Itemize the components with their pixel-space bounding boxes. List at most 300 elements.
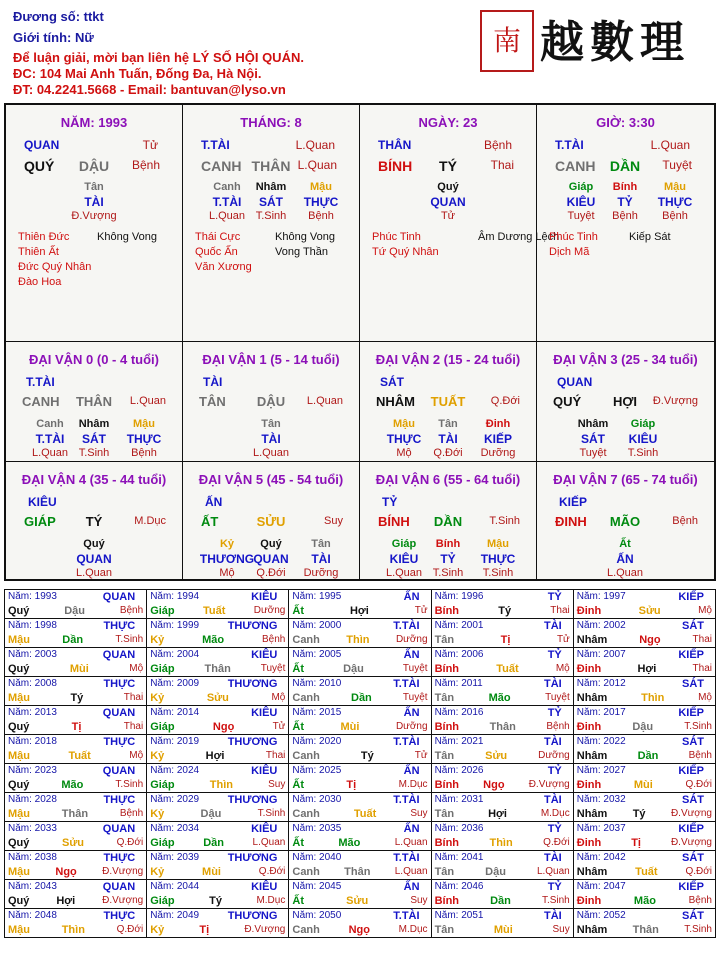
year-branch: Tị: [199, 924, 210, 936]
year-cell: [573, 764, 715, 793]
year-cell-top: [577, 822, 712, 836]
year-cell-bottom: [577, 894, 712, 908]
hidden-god: KIẾP: [483, 432, 513, 446]
hidden-stem: Giáp: [630, 418, 656, 430]
star-left: Thiên Ất: [18, 246, 59, 258]
year-stem: Quý: [8, 721, 30, 733]
year-cell-bottom: [435, 778, 570, 792]
year-cell-top: [292, 677, 427, 691]
pillar-stem: QUÝ: [24, 158, 55, 174]
star-left: Thái Cực: [195, 231, 241, 243]
year-cell: [5, 822, 147, 851]
year-cell: [573, 677, 715, 706]
year-cell-bottom: [577, 633, 712, 647]
year-branch: Dậu: [632, 721, 654, 733]
year-god: THỰC: [103, 620, 136, 632]
hidden-status: L.Quan: [75, 567, 113, 579]
year-status: Dưỡng: [253, 605, 286, 616]
year-cell: [431, 706, 573, 735]
year-status: Thai: [265, 750, 286, 761]
year-god: SÁT: [682, 910, 704, 922]
year-label: Năm: 2013: [8, 707, 57, 718]
year-cell-top: [8, 880, 143, 894]
dai-van-stem: TÂN: [199, 394, 226, 409]
star-left: Đức Quý Nhân: [18, 261, 92, 273]
year-god: TỶ: [547, 591, 562, 603]
pillar-title: THÁNG: 8: [240, 115, 302, 130]
year-cell-bottom: [435, 894, 570, 908]
hidden-stem: Bính: [435, 538, 461, 550]
year-cell: [5, 706, 147, 735]
year-branch: Mùi: [202, 866, 221, 878]
year-stem: Nhâm: [576, 750, 608, 762]
year-stem: Mậu: [8, 924, 30, 936]
year-god: SÁT: [682, 794, 704, 806]
year-cell-bottom: [8, 749, 143, 763]
hidden-status: L.Quan: [208, 210, 246, 222]
year-cell: [431, 793, 573, 822]
year-stem: Tân: [434, 634, 455, 646]
hidden-stem: Quý: [437, 181, 459, 193]
year-label: Năm: 2001: [434, 620, 484, 631]
year-god: KIẾP: [678, 823, 704, 835]
year-stem: Nhâm: [576, 808, 608, 820]
hidden-stem: Kỷ: [219, 538, 235, 550]
year-cell: [147, 590, 289, 619]
hidden-god: TÀI: [438, 432, 458, 446]
dai-van-title: ĐẠI VẬN 1 (5 - 14 tuổi): [202, 352, 340, 367]
year-god: T.TÀI: [393, 736, 420, 748]
year-stem: Mậu: [8, 692, 30, 704]
star-right: Không Vong: [97, 231, 157, 243]
year-cell-bottom: [150, 691, 285, 705]
year-label: Năm: 1998: [8, 620, 57, 631]
dai-van-4: [6, 462, 183, 580]
year-stem: Quý: [8, 895, 30, 907]
pillar-top-god: T.TÀI: [555, 138, 584, 152]
dai-van-god: QUAN: [557, 375, 593, 389]
year-cell: [289, 590, 431, 619]
annual-luck-table: [4, 589, 716, 938]
year-status: Q.Đới: [258, 866, 286, 877]
year-cell-bottom: [435, 836, 570, 850]
star-left: Văn Xương: [195, 261, 252, 273]
year-cell: [5, 735, 147, 764]
year-stem: Đinh: [576, 605, 602, 617]
pillar-2: [360, 105, 560, 341]
year-label: Năm: 1994: [150, 591, 200, 602]
hidden-status: L.Quan: [385, 567, 423, 579]
year-branch: Thân: [344, 866, 371, 878]
year-stem: Tân: [434, 866, 455, 878]
star-left: Phúc Tinh: [372, 231, 421, 243]
year-cell: [573, 880, 715, 909]
year-branch: Ngọ: [212, 721, 235, 733]
year-stem: Tân: [434, 750, 455, 762]
year-cell-top: [292, 590, 427, 604]
year-branch: Ngọ: [639, 634, 661, 646]
pillar-branch: THÂN: [251, 158, 291, 174]
year-cell: [573, 619, 715, 648]
pillar-0: [6, 105, 183, 341]
hidden-stem: Tân: [438, 418, 458, 430]
dai-van-stem: ẤT: [201, 514, 219, 529]
hidden-status: L.Quan: [606, 567, 644, 579]
year-branch: Mão: [633, 895, 656, 907]
year-cell-top: [150, 619, 285, 633]
hidden-stem: Nhâm: [577, 418, 609, 430]
dai-van-status: Suy: [324, 515, 343, 527]
year-cell: [431, 880, 573, 909]
dai-van-title: ĐẠI VẬN 4 (35 - 44 tuổi): [21, 472, 167, 487]
year-stem: Tân: [434, 808, 455, 820]
year-god: SÁT: [682, 736, 704, 748]
year-god: THỰC: [103, 794, 136, 806]
year-god: TÀI: [544, 910, 562, 922]
pillar-branch: DẬU: [78, 158, 110, 174]
year-stem: Quý: [8, 837, 30, 849]
year-stem: Bính: [434, 663, 460, 675]
hidden-status: Mộ: [219, 567, 235, 579]
year-status: T.Sinh: [115, 634, 144, 645]
year-cell-top: [8, 590, 143, 604]
year-cell: [5, 764, 147, 793]
year-label: Năm: 2046: [434, 881, 484, 892]
hidden-god: T.TÀI: [212, 195, 242, 209]
year-cell-bottom: [577, 807, 712, 821]
year-stem: Kỷ: [150, 692, 165, 704]
year-cell-bottom: [8, 691, 143, 705]
dai-van-title: ĐẠI VẬN 7 (65 - 74 tuổi): [553, 472, 698, 487]
year-status: Tuyệt: [402, 663, 428, 674]
dai-van-god: SÁT: [380, 375, 404, 389]
year-label: Năm: 2015: [292, 707, 342, 718]
year-cell-top: [292, 648, 427, 662]
hidden-status: T.Sinh: [255, 210, 287, 222]
year-status: Bệnh: [119, 605, 144, 616]
hidden-god: TÀI: [311, 552, 331, 566]
pillar-stem: CANH: [555, 158, 596, 174]
year-label: Năm: 2007: [576, 649, 626, 660]
year-cell-bottom: [577, 720, 712, 734]
year-branch: Dần: [490, 895, 511, 907]
year-status: Đ.Vượng: [670, 837, 712, 848]
year-stem: Ất: [292, 721, 304, 733]
year-stem: Giáp: [150, 895, 175, 907]
year-god: THỰC: [103, 736, 136, 748]
year-label: Năm: 2050: [292, 910, 342, 921]
year-status: Đ.Vượng: [244, 924, 286, 935]
year-status: Suy: [552, 924, 570, 935]
year-cell: [147, 764, 289, 793]
year-cell: [431, 909, 573, 938]
year-branch: Dần: [351, 692, 372, 704]
year-god: QUAN: [102, 823, 136, 835]
year-status: T.Sinh: [115, 779, 144, 790]
year-status: Tử: [414, 605, 428, 616]
year-god: TÀI: [544, 678, 562, 690]
hidden-status: Bệnh: [612, 210, 638, 222]
year-stem: Bính: [434, 605, 460, 617]
year-cell-bottom: [150, 749, 285, 763]
hidden-stem: Giáp: [391, 538, 417, 550]
year-god: TỶ: [547, 823, 562, 835]
year-god: T.TÀI: [393, 678, 420, 690]
year-cell: [573, 735, 715, 764]
year-stem: Kỷ: [150, 808, 165, 820]
year-cell: [289, 706, 431, 735]
year-branch: Hợi: [488, 808, 507, 820]
year-cell: [431, 619, 573, 648]
year-cell: [431, 590, 573, 619]
year-cell-top: [150, 880, 285, 894]
year-branch: Tị: [346, 779, 357, 791]
year-stem: Giáp: [150, 663, 175, 675]
year-cell-bottom: [292, 662, 427, 676]
year-god: KIẾP: [678, 765, 704, 777]
year-branch: Thân: [632, 924, 659, 936]
year-god: TÀI: [544, 852, 562, 864]
year-cell: [289, 793, 431, 822]
year-cell-bottom: [435, 720, 570, 734]
year-status: Tuyệt: [260, 663, 286, 674]
dai-van-7: [537, 462, 714, 580]
year-cell-bottom: [435, 604, 570, 618]
year-cell-top: [577, 619, 712, 633]
hidden-status: Q.Đới: [256, 567, 286, 579]
year-god: KIÊU: [251, 591, 278, 603]
year-stem: Giáp: [150, 721, 175, 733]
year-label: Năm: 2003: [8, 649, 57, 660]
year-label: Năm: 2051: [434, 910, 484, 921]
year-stem: Canh: [292, 750, 320, 762]
year-status: Q.Đới: [116, 837, 144, 848]
dai-van-stem: QUÝ: [553, 394, 582, 409]
year-branch: Mão: [202, 634, 225, 646]
pillar-branch: TÝ: [439, 158, 457, 174]
year-god: KIÊU: [251, 707, 278, 719]
year-god: KIÊU: [251, 765, 278, 777]
year-label: Năm: 2016: [434, 707, 484, 718]
dai-van-stem: CANH: [22, 394, 60, 409]
hidden-god: TÀI: [261, 432, 281, 446]
hidden-god: QUAN: [430, 195, 466, 209]
year-god: THƯƠNG: [227, 678, 278, 690]
year-god: T.TÀI: [393, 852, 420, 864]
year-status: Bệnh: [119, 808, 144, 819]
year-stem: Mậu: [8, 750, 30, 762]
year-branch: Mão: [61, 779, 84, 791]
hidden-stem: Tân: [261, 418, 281, 430]
year-status: Q.Đới: [685, 866, 712, 877]
year-cell: [289, 764, 431, 793]
year-branch: Dần: [203, 837, 224, 849]
hidden-stem: Đinh: [485, 418, 511, 430]
year-cell-top: [150, 851, 285, 865]
year-stem: Nhâm: [576, 634, 608, 646]
year-status: Tuyệt: [545, 692, 570, 703]
contact-address: ĐC: 104 Mai Anh Tuấn, Đống Đa, Hà Nội.: [13, 66, 262, 81]
year-stem: Tân: [434, 692, 455, 704]
year-god: TỶ: [547, 707, 562, 719]
pillar-title: NĂM: 1993: [60, 115, 128, 130]
year-cell: [5, 648, 147, 677]
hidden-stem: Mậu: [310, 181, 332, 193]
year-cell: [147, 619, 289, 648]
dai-van-branch: DẦN: [433, 514, 463, 529]
year-status: Tử: [272, 721, 286, 732]
year-label: Năm: 2002: [576, 620, 626, 631]
year-cell-top: [150, 764, 285, 778]
year-god: KIẾP: [678, 649, 704, 661]
year-label: Năm: 2047: [576, 881, 626, 892]
year-cell: [5, 793, 147, 822]
year-cell-bottom: [577, 923, 712, 937]
year-cell-bottom: [150, 778, 285, 792]
year-row: [5, 909, 716, 938]
hidden-stem: Bính: [612, 181, 638, 193]
year-cell-top: [292, 793, 427, 807]
year-label: Năm: 2041: [434, 852, 484, 863]
hidden-god: THỰC: [386, 432, 422, 446]
year-god: ẤN: [403, 765, 420, 777]
year-stem: Quý: [8, 779, 30, 791]
year-status: Suy: [268, 779, 286, 790]
hidden-god: THƯƠNG: [199, 552, 255, 566]
year-branch: Thìn: [346, 634, 370, 646]
year-label: Năm: 2004: [150, 649, 200, 660]
year-cell-top: [8, 706, 143, 720]
dai-van-stem: ĐINH: [555, 514, 587, 529]
year-branch: Sửu: [346, 895, 369, 907]
year-stem: Canh: [292, 692, 320, 704]
year-status: Đ.Vượng: [102, 895, 144, 906]
year-cell: [289, 880, 431, 909]
pillar-stem: BÍNH: [378, 158, 413, 174]
year-cell-bottom: [8, 778, 143, 792]
year-branch: Tuất: [635, 866, 658, 878]
year-god: THƯƠNG: [227, 736, 278, 748]
year-cell-top: [435, 648, 570, 662]
year-branch: Sửu: [62, 837, 85, 849]
year-cell-top: [577, 909, 712, 923]
year-stem: Mậu: [8, 866, 30, 878]
hidden-god: QUAN: [76, 552, 112, 566]
hidden-status: L.Quan: [31, 447, 69, 459]
pillar-branch-status: Bệnh: [131, 158, 160, 172]
year-cell-top: [292, 880, 427, 894]
year-label: Năm: 2030: [292, 794, 342, 805]
year-cell: [147, 706, 289, 735]
hidden-god: KIÊU: [389, 552, 419, 566]
year-cell-bottom: [150, 633, 285, 647]
year-branch: Hợi: [56, 895, 76, 907]
year-god: THƯƠNG: [227, 852, 278, 864]
hidden-stem: Ất: [619, 538, 631, 550]
year-label: Năm: 2034: [150, 823, 200, 834]
year-label: Năm: 2020: [292, 736, 342, 747]
year-status: T.Sinh: [684, 721, 712, 732]
year-label: Năm: 2021: [434, 736, 484, 747]
year-row: [5, 706, 716, 735]
year-cell: [431, 677, 573, 706]
year-stem: Ất: [292, 663, 304, 675]
year-stem: Canh: [292, 924, 320, 936]
year-cell-top: [150, 793, 285, 807]
year-cell-top: [435, 793, 570, 807]
year-cell-top: [8, 735, 143, 749]
year-label: Năm: 1995: [292, 591, 342, 602]
year-branch: Tý: [209, 895, 222, 907]
year-cell-bottom: [577, 836, 712, 850]
dai-van-status: T.Sinh: [489, 515, 520, 527]
year-cell: [431, 851, 573, 880]
year-status: L.Quan: [394, 866, 428, 877]
dai-van-status: L.Quan: [306, 395, 343, 407]
year-cell-top: [435, 880, 570, 894]
dai-van-god: KIẾP: [559, 495, 588, 509]
year-label: Năm: 2012: [576, 678, 626, 689]
year-cell-top: [292, 909, 427, 923]
hidden-god: KIÊU: [566, 195, 596, 209]
year-row: [5, 619, 716, 648]
year-god: THƯƠNG: [227, 910, 278, 922]
year-stem: Đinh: [576, 721, 602, 733]
star-right: Không Vong: [275, 231, 335, 243]
year-branch: Mão: [338, 837, 361, 849]
year-status: M.Dục: [540, 808, 570, 819]
year-cell: [147, 677, 289, 706]
hidden-status: Dưỡng: [480, 447, 516, 459]
year-branch: Ngọ: [483, 779, 505, 791]
year-stem: Bính: [434, 721, 460, 733]
year-branch: Tý: [70, 692, 84, 704]
year-god: THƯƠNG: [227, 794, 278, 806]
hidden-god: TÀI: [84, 195, 104, 209]
dai-van-status: Đ.Vượng: [652, 395, 698, 407]
pillar-stem: CANH: [201, 158, 242, 174]
year-cell-top: [435, 764, 570, 778]
year-god: TÀI: [544, 736, 562, 748]
year-stem: Kỷ: [150, 924, 165, 936]
hidden-god: T.TÀI: [35, 432, 65, 446]
year-cell-bottom: [8, 807, 143, 821]
year-cell: [573, 590, 715, 619]
dai-van-god: KIÊU: [28, 495, 57, 509]
pillar-branch-status: Tuyệt: [662, 158, 692, 172]
year-branch: Thìn: [641, 692, 665, 704]
year-stem: Mậu: [8, 634, 30, 646]
year-cell-top: [292, 851, 427, 865]
year-cell-top: [577, 648, 712, 662]
year-god: KIẾP: [678, 591, 704, 603]
gender-line: Giới tính: Nữ: [13, 30, 94, 45]
year-stem: Canh: [292, 634, 320, 646]
year-cell: [573, 851, 715, 880]
year-cell-top: [577, 851, 712, 865]
year-status: Thai: [550, 605, 570, 616]
dai-van-branch: TUẤT: [430, 394, 466, 409]
pillar-top-god: THÂN: [378, 138, 412, 152]
year-cell: [289, 735, 431, 764]
pillar-top-god: T.TÀI: [201, 138, 230, 152]
year-god: QUAN: [102, 707, 136, 719]
year-branch: Tị: [71, 721, 82, 733]
dai-van-title: ĐẠI VẬN 5 (45 - 54 tuổi): [198, 472, 344, 487]
hidden-status: Mộ: [396, 447, 412, 459]
year-status: Bệnh: [262, 634, 286, 645]
year-stem: Kỷ: [150, 750, 165, 762]
